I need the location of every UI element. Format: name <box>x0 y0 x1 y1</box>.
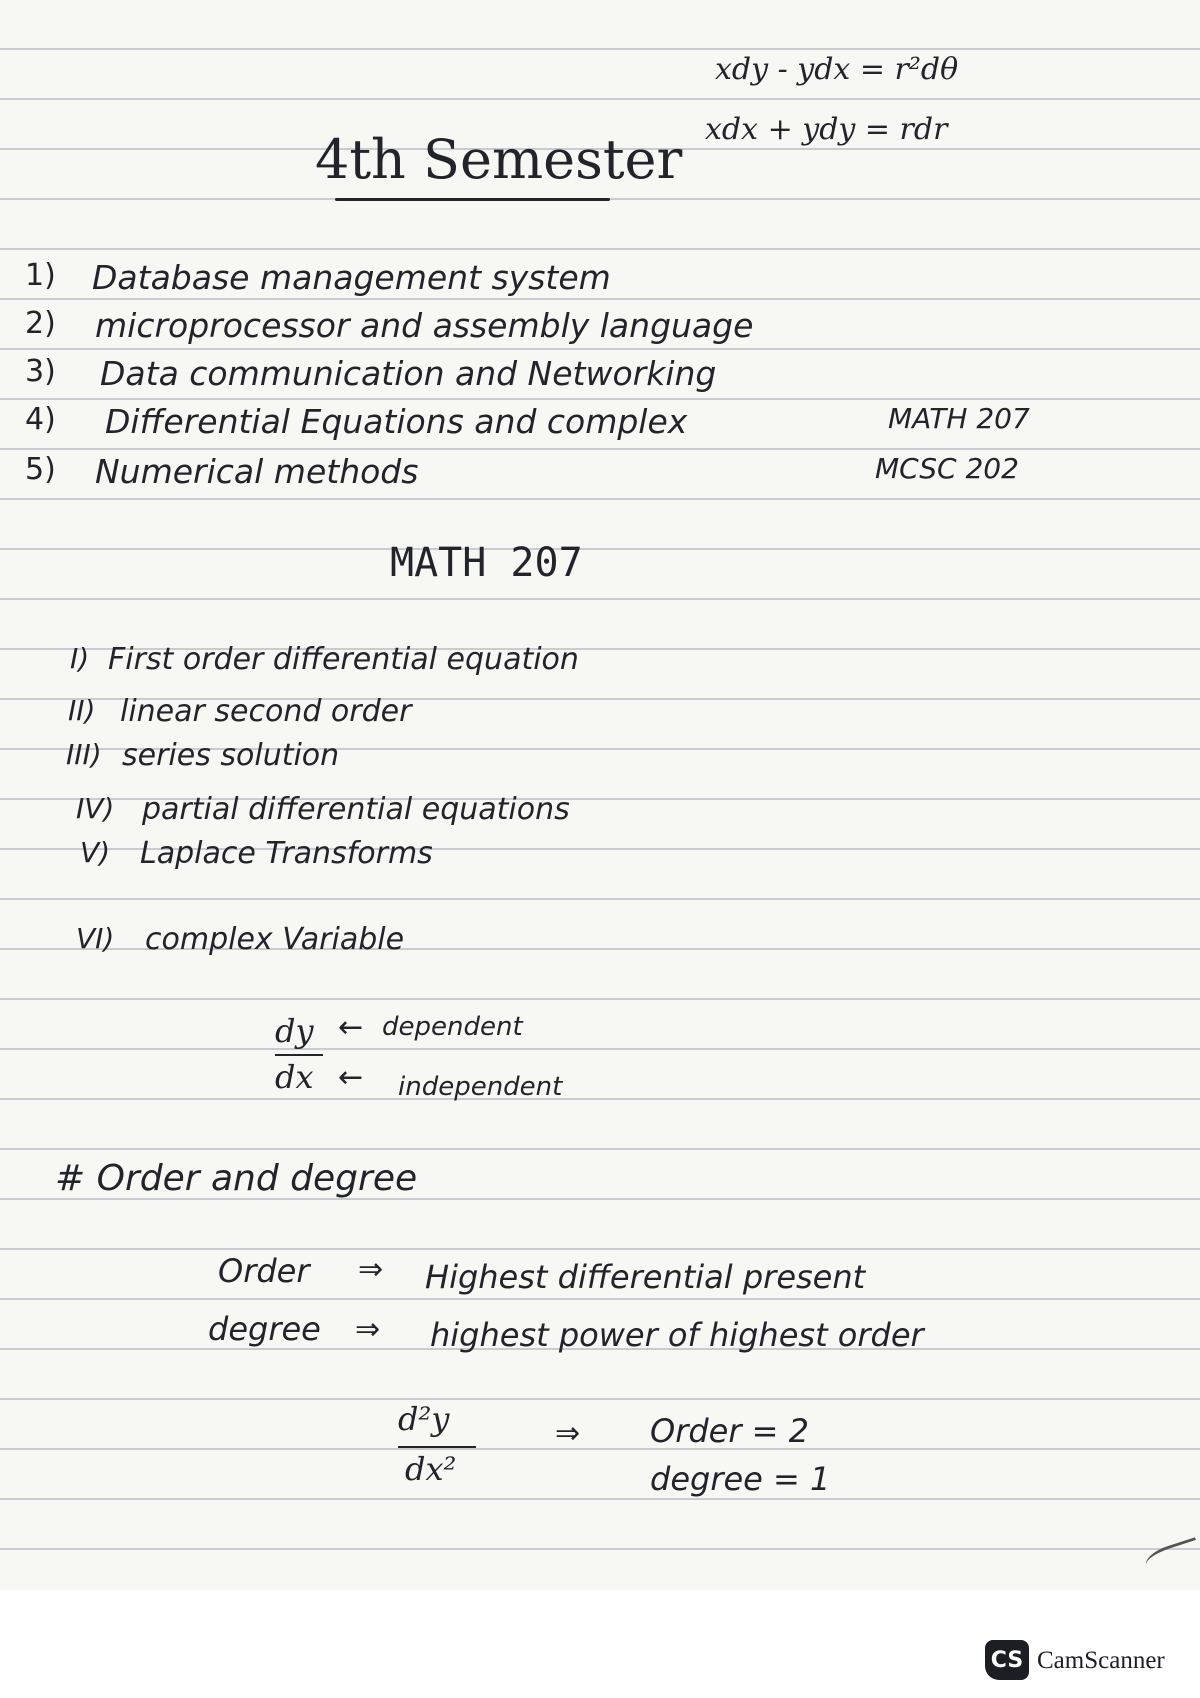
derivative-numerator: dy <box>275 1012 314 1050</box>
section-heading: # Order and degree <box>55 1158 418 1199</box>
example-denominator: dx² <box>405 1450 457 1488</box>
polar-formula-2: xdx + ydy = rdr <box>705 112 948 147</box>
subject-number: 2) <box>25 306 56 341</box>
topic-numeral: II) <box>68 694 96 727</box>
topic-numeral: V) <box>80 836 111 869</box>
fraction-bar <box>398 1446 476 1448</box>
topic-text: complex Variable <box>145 922 405 957</box>
order-definition: Highest differential present <box>425 1258 866 1296</box>
example-order: Order = 2 <box>650 1412 810 1450</box>
page-title: 4th Semester <box>315 128 683 191</box>
example-degree: degree = 1 <box>650 1460 831 1498</box>
implies-icon: ⇒ <box>555 1416 581 1451</box>
topic-text: series solution <box>122 738 340 773</box>
subject-name: Data communication and Networking <box>100 354 717 393</box>
topic-numeral: I) <box>70 642 90 675</box>
subject-name: Numerical methods <box>95 452 419 491</box>
pen-mark <box>1143 1537 1200 1576</box>
subject-name: microprocessor and assembly language <box>95 306 754 345</box>
subject-name: Database management system <box>92 258 611 297</box>
course-heading: MATH 207 <box>390 540 583 586</box>
subject-code: MCSC 202 <box>875 452 1019 485</box>
order-label: Order <box>218 1252 310 1290</box>
topic-numeral: VI) <box>76 922 115 955</box>
implies-icon: ⇒ <box>358 1252 384 1287</box>
subject-name: Differential Equations and complex <box>105 402 688 441</box>
topic-text: linear second order <box>120 694 412 729</box>
arrow-left-icon: ← <box>338 1060 364 1095</box>
topic-numeral: III) <box>66 738 102 771</box>
degree-definition: highest power of highest order <box>430 1316 924 1354</box>
implies-icon: ⇒ <box>355 1312 381 1347</box>
subject-number: 3) <box>25 354 56 389</box>
example-numerator: d²y <box>398 1400 450 1438</box>
camscanner-brand: CamScanner <box>1037 1647 1165 1674</box>
topic-numeral: IV) <box>76 792 115 825</box>
fraction-bar <box>275 1054 323 1056</box>
arrow-left-icon: ← <box>338 1010 364 1045</box>
polar-formula-1: xdy - ydx = r²dθ <box>715 52 959 87</box>
dependent-note: dependent <box>382 1012 523 1042</box>
derivative-denominator: dx <box>275 1058 314 1096</box>
topic-text: Laplace Transforms <box>140 836 433 871</box>
degree-label: degree <box>208 1310 321 1348</box>
subject-code: MATH 207 <box>888 402 1030 435</box>
camscanner-logo-icon <box>985 1640 1029 1680</box>
logo-text: CS <box>990 1647 1024 1673</box>
subject-number: 1) <box>25 258 56 293</box>
subject-number: 5) <box>25 452 56 487</box>
title-underline <box>335 198 610 201</box>
topic-text: First order differential equation <box>108 642 579 677</box>
independent-note: independent <box>398 1072 563 1102</box>
subject-number: 4) <box>25 402 56 437</box>
topic-text: partial differential equations <box>142 792 570 827</box>
